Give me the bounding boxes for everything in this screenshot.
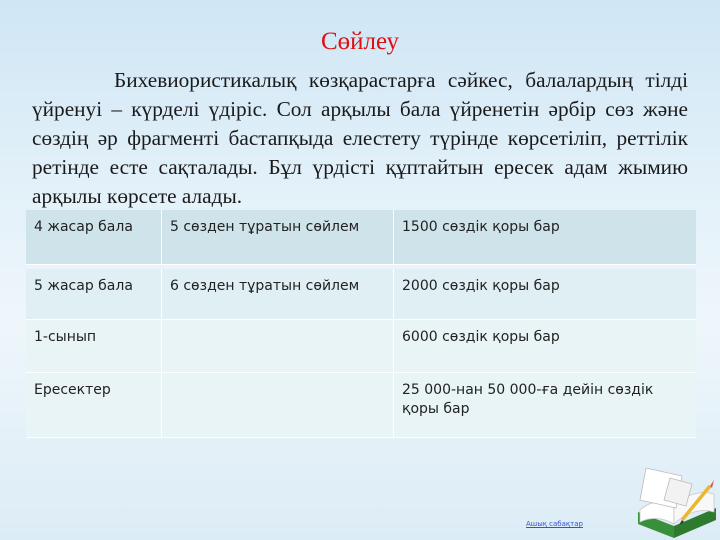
table-cell: 6000 сөздік қоры бар: [402, 329, 560, 345]
table-cell: [162, 373, 394, 437]
table-row: [26, 210, 696, 265]
open-lessons-link[interactable]: Ашық сабақтар: [526, 520, 583, 528]
table-cell: [162, 320, 394, 372]
table-cell: 1-сынып: [26, 320, 162, 372]
table-cell: 1500 сөздік қоры бар: [402, 219, 560, 235]
vocabulary-table: [26, 210, 696, 438]
table-row: [26, 373, 696, 438]
slide-title: Сөйлеу: [320, 28, 399, 55]
table-cell: Ересектер: [26, 373, 162, 437]
table-cell: 5 жасар бала: [26, 269, 162, 319]
table-cell: 2000 сөздік қоры бар: [402, 278, 560, 294]
table-cell: 25 000-нан 50 000-ға дейін сөздік қоры бар: [402, 382, 654, 417]
body-paragraph: Бихевиористикалық көзқарастарға сәйкес, балалардың тілді үйренуі – күрделі үдіріс. Сол арқылы бала үйренетін әрбір сөз және сөздің әр фрагменті бастапқыда елестету түрінде көрсетіліп, реттілік ретінде есте сақталады. Бұл үрдісті құптайтын ересек адам жымию арқылы көрсете алады.: [32, 68, 688, 208]
table-row: [26, 269, 696, 320]
table-cell: 6 сөзден тұратын сөйлем: [162, 269, 394, 319]
table-row: [26, 320, 696, 373]
open-book-with-pencil-icon: [630, 466, 720, 540]
table-cell: 4 жасар бала: [26, 210, 162, 264]
table-cell: 5 сөзден тұратын сөйлем: [162, 210, 394, 264]
